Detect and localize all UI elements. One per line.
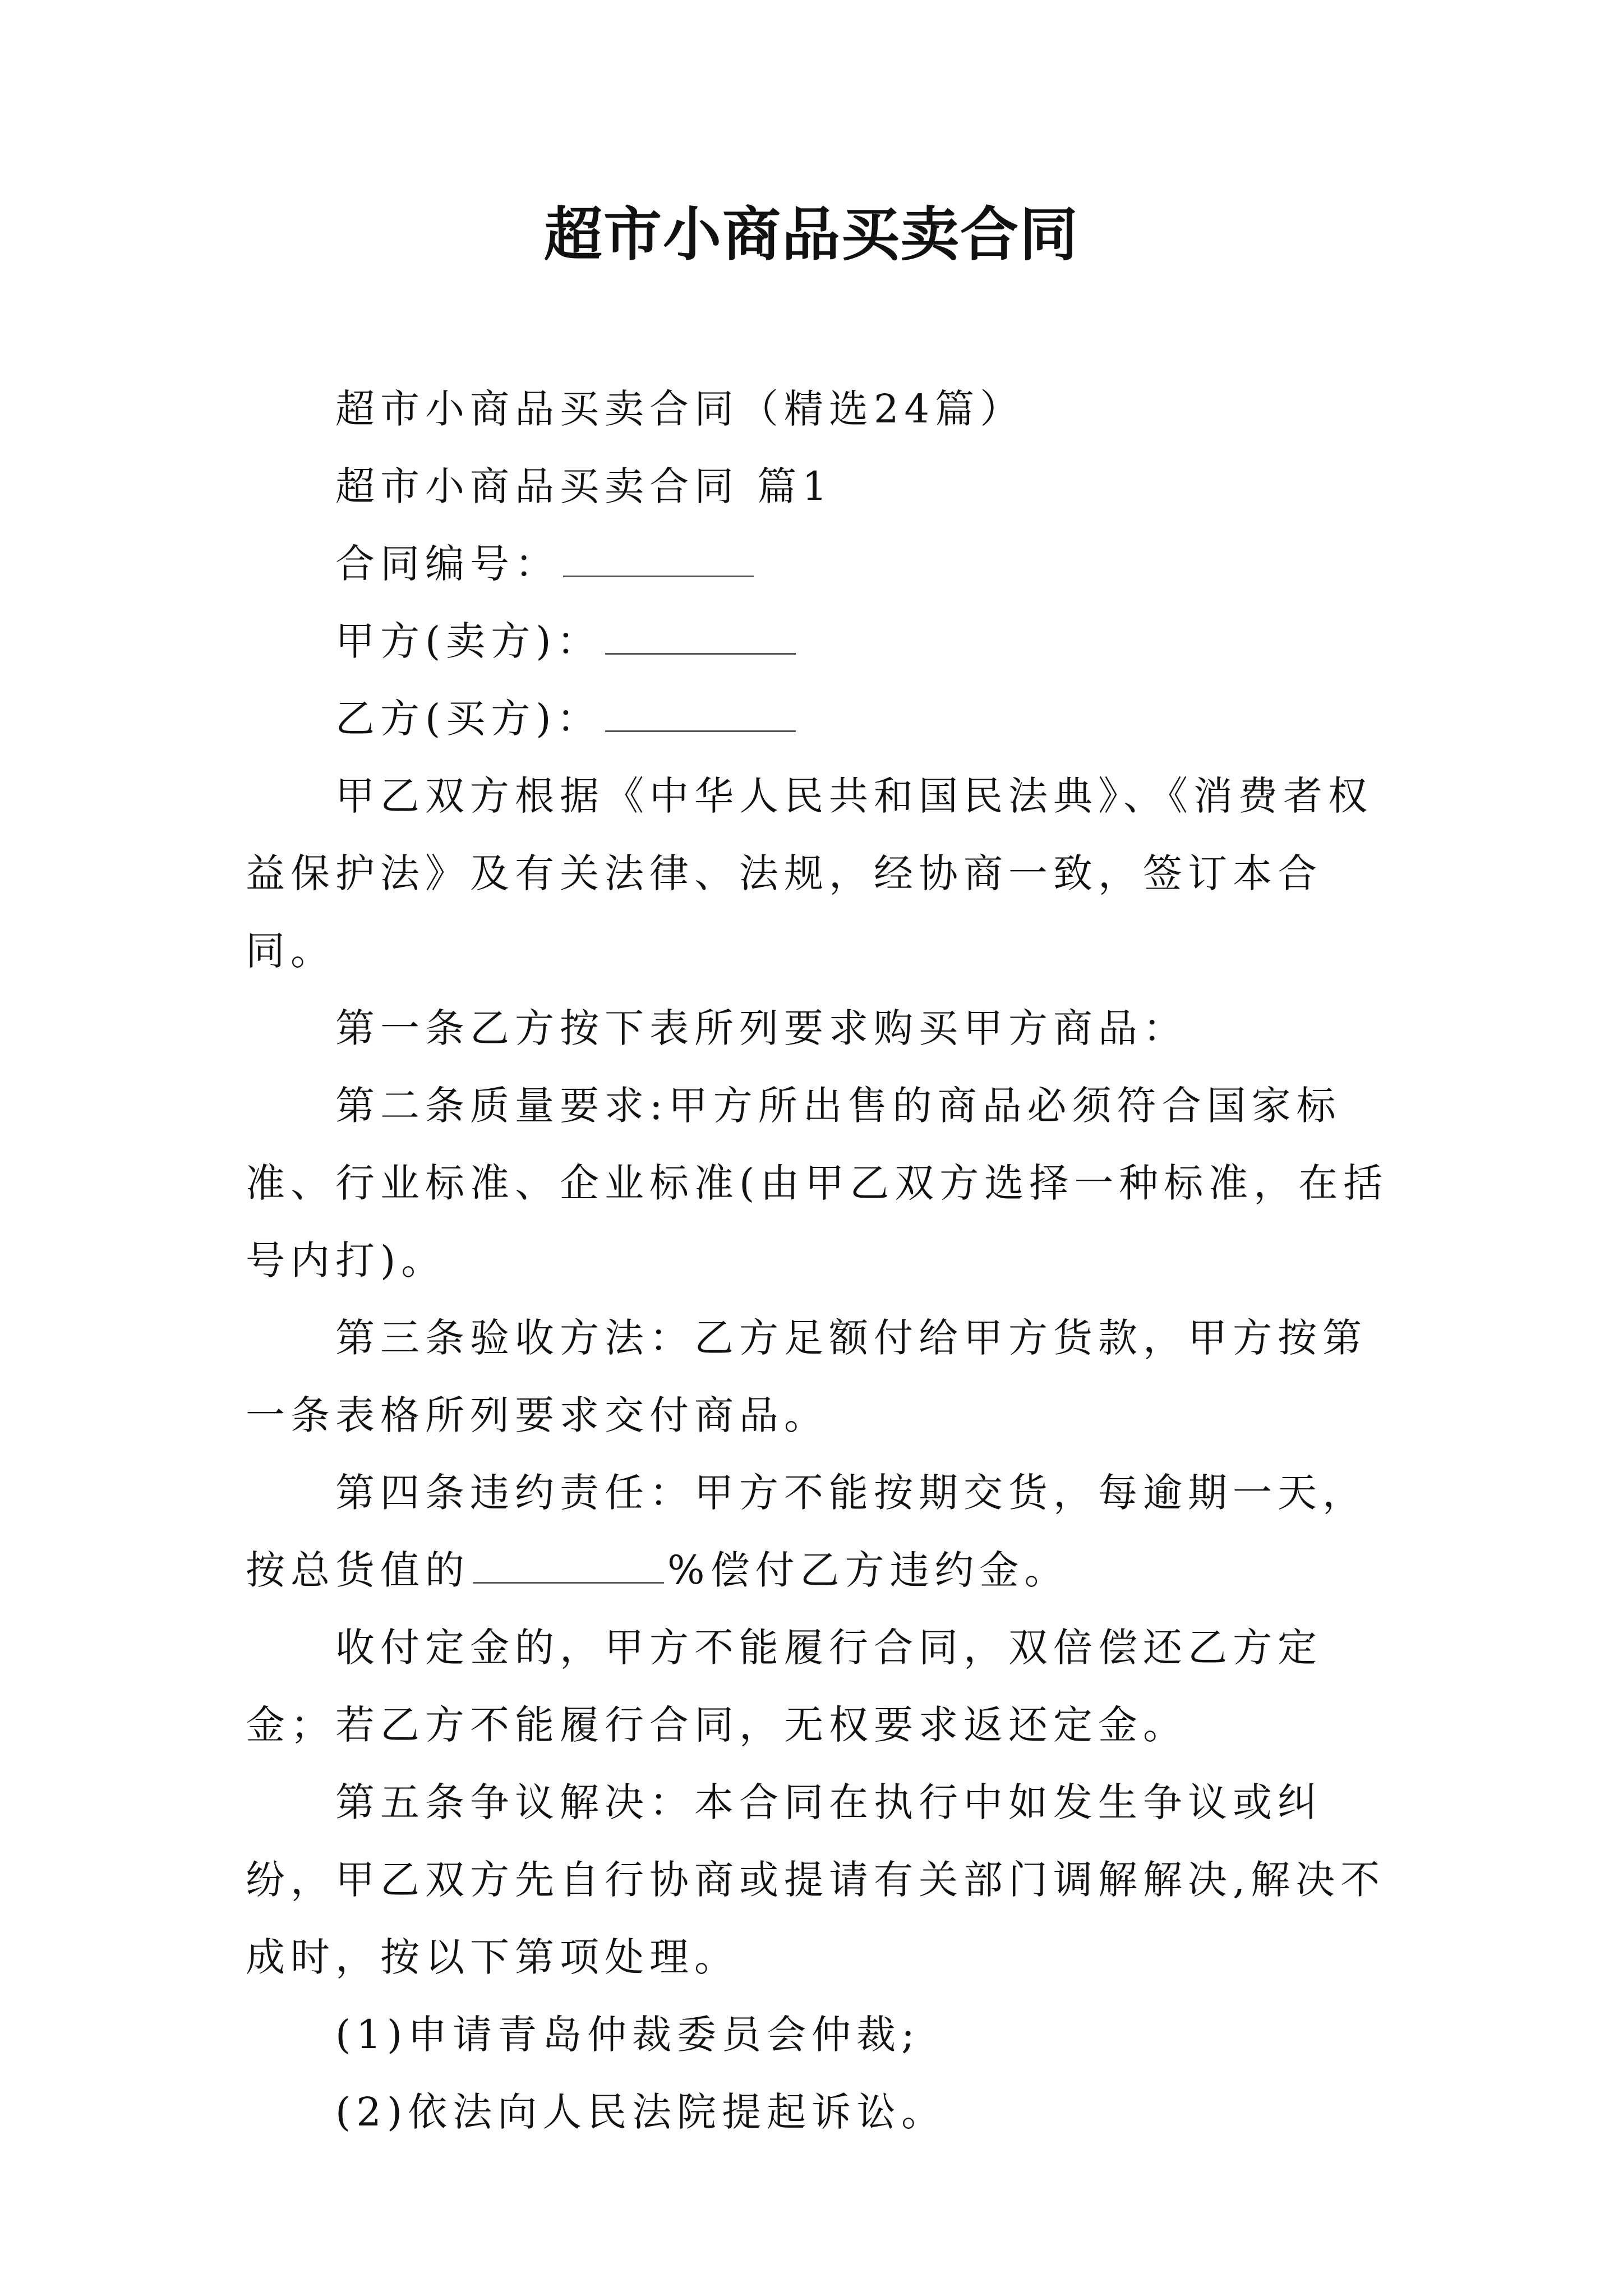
clause-4-text-before: 第四条违约责任：甲方不能按期交货，每逾期一天，按总货值的 [246,1470,1367,1593]
contract-number-line [246,525,1401,602]
deposit-paragraph: 收付定金的，甲方不能履行合同，双倍偿还乙方定金；若乙方不能履行合同，无权要求返还定金。 [246,1625,1322,1748]
party-b-label: 乙方(买方)： [335,696,602,742]
article-heading: 超市小商品买卖合同 篇1 [335,463,833,509]
party-a-label: 甲方(卖方)： [335,618,602,664]
party-a-line [246,602,1401,680]
party-b-line [246,680,1401,757]
document-title: 超市小商品买卖合同 [543,200,1079,269]
subtitle: 超市小商品买卖合同（精选24篇） [335,386,1025,432]
clause-2: 第二条质量要求:甲方所出售的商品必须符合国家标准、行业标准、企业标准(由甲乙双方选择一种标准，在括号内打)。 [246,1083,1389,1283]
penalty-percent-blank [473,1548,664,1584]
document-body [246,370,1401,2151]
intro-paragraph: 甲乙双方根据《中华人民共和国民法典》、《消费者权益保护法》及有关法律、法规，经协商一致，签订本合同。 [246,773,1373,974]
contract-number-label: 合同编号： [335,541,560,587]
clause-3: 第三条验收方法：乙方足额付给甲方货款，甲方按第一条表格所列要求交付商品。 [246,1315,1367,1438]
party-b-blank [605,697,796,732]
party-a-blank [605,619,796,655]
clause-4 [246,1454,1401,1609]
clause-5: 第五条争议解决：本合同在执行中如发生争议或纠纷，甲乙双方先自行协商或提请有关部门调解解决,解决不成时，按以下第项处理。 [246,1779,1386,1980]
option-1: (1)申请青岛仲裁委员会仲裁; [335,2012,920,2058]
contract-number-blank [563,542,754,577]
clause-1: 第一条乙方按下表所列要求购买甲方商品： [335,1005,1188,1051]
clause-4-text-after: %偿付乙方违约金。 [667,1547,1069,1593]
option-2: (2)依法向人民法院提起诉讼。 [335,2089,947,2135]
